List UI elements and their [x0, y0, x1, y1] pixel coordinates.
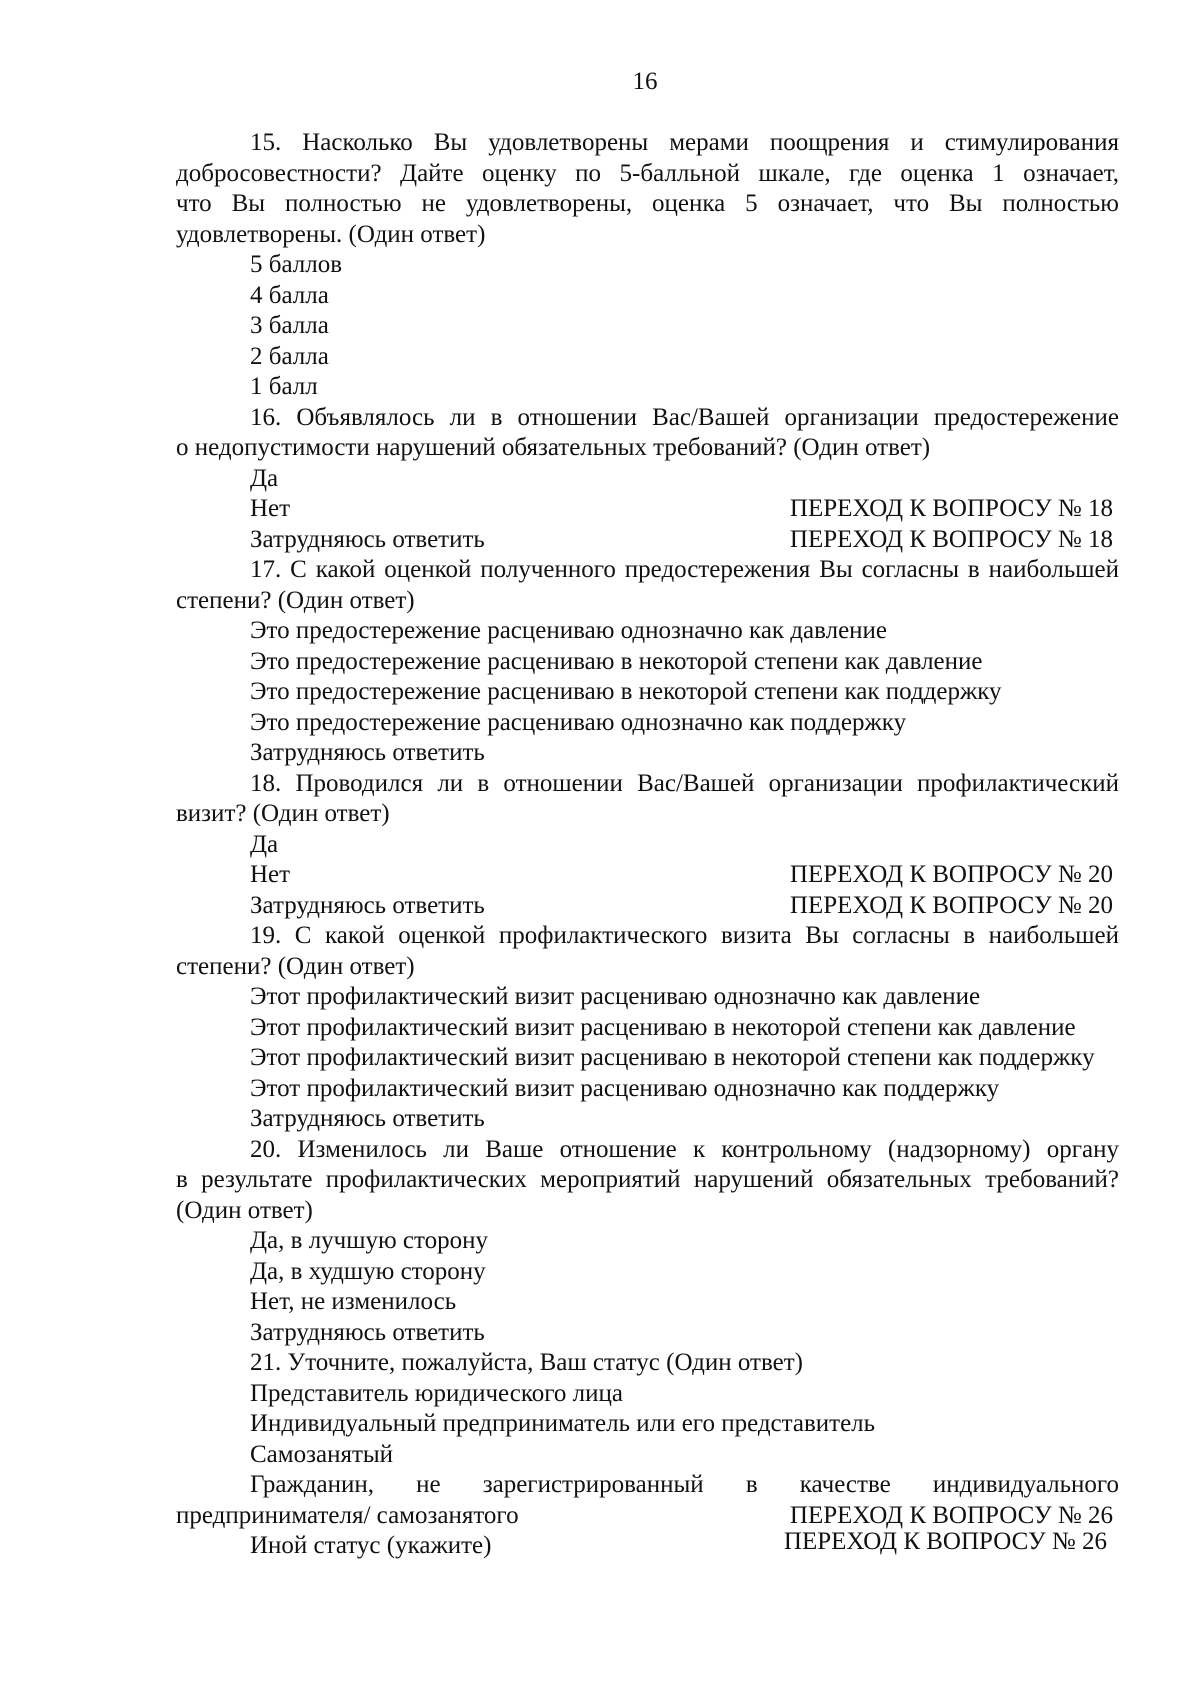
answer-option: 2 балла: [250, 342, 329, 370]
question-21: [176, 1348, 1119, 1562]
answer-option: 5 баллов: [250, 251, 343, 278]
skip-instruction: ПЕРЕХОД К ВОПРОСУ № 26: [789, 1501, 1113, 1529]
question-text-line: удовлетворены. (Один ответ): [176, 220, 486, 248]
answer-option: Представитель юридического лица: [250, 1379, 623, 1407]
answer-option: Этот профилактический визит расцениваю в некоторой степени как поддержку: [250, 1044, 1095, 1071]
question-text-line: степени? (Один ответ): [176, 952, 415, 980]
answer-option: Индивидуальный предприниматель или его представитель: [250, 1410, 876, 1437]
answer-option: Нет, не изменилось: [250, 1288, 457, 1315]
answer-option: предпринимателя/ самозанятого: [176, 1501, 519, 1529]
answer-option-row: [176, 860, 1119, 891]
answer-option: 1 балл: [250, 373, 318, 400]
question-text-line: что Вы полностью не удовлетворены, оценка 5 означает, что Вы полностью: [176, 190, 1119, 217]
answer-option: Затрудняюсь ответить: [250, 1318, 485, 1346]
question-text-line: в результате профилактических мероприятий нарушений обязательных требований?: [176, 1166, 1119, 1193]
question-text-line: 16. Объявлялось ли в отношении Вас/Вашей организации предостережение: [250, 403, 1119, 431]
skip-instruction: ПЕРЕХОД К ВОПРОСУ № 20: [789, 891, 1113, 919]
answer-option: Самозанятый: [250, 1440, 394, 1468]
question-text-line: 19. С какой оценкой профилактического визита Вы согласны в наибольшей: [250, 922, 1119, 949]
question-text-line: визит? (Один ответ): [176, 800, 390, 827]
answer-option: Нет: [250, 861, 291, 888]
question-text-line: о недопустимости нарушений обязательных требований? (Один ответ): [176, 434, 931, 461]
answer-option: Этот профилактический визит расцениваю однозначно как давление: [250, 983, 981, 1010]
answer-option: Да, в лучшую сторону: [250, 1227, 489, 1254]
answer-option-row: [176, 891, 1119, 922]
answer-option: Затрудняюсь ответить: [250, 739, 485, 766]
skip-instruction: ПЕРЕХОД К ВОПРОСУ № 26: [783, 1528, 1107, 1555]
question-text-line: 17. С какой оценкой полученного предостережения Вы согласны в наибольшей: [250, 556, 1119, 583]
answer-option: 3 балла: [250, 312, 329, 339]
answer-option: Затрудняюсь ответить: [250, 891, 485, 919]
answer-option-row: [176, 494, 1119, 525]
skip-instruction: ПЕРЕХОД К ВОПРОСУ № 18: [789, 525, 1113, 553]
answer-option: Нет: [250, 495, 291, 522]
answer-option: Иной статус (укажите): [250, 1532, 492, 1559]
answer-option: Это предостережение расцениваю однозначно как поддержку: [250, 708, 907, 736]
answer-option: Да, в худшую сторону: [250, 1257, 486, 1285]
question-text-line: 21. Уточните, пожалуйста, Ваш статус (Один ответ): [250, 1349, 803, 1376]
answer-option: Этот профилактический визит расцениваю однозначно как поддержку: [250, 1074, 1000, 1102]
question-17: [176, 555, 1119, 769]
answer-option: Затрудняюсь ответить: [250, 525, 485, 553]
question-text-line: (Один ответ): [176, 1196, 313, 1224]
answer-option: Это предостережение расцениваю однозначно как давление: [250, 617, 888, 644]
answer-option: Да: [250, 830, 279, 858]
question-20: [176, 1135, 1119, 1349]
answer-option: Гражданин, не зарегистрированный в качестве индивидуального: [250, 1471, 1119, 1498]
question-18: [176, 769, 1119, 922]
answer-option: Этот профилактический визит расцениваю в некоторой степени как давление: [250, 1013, 1076, 1041]
answer-option: Да: [250, 464, 279, 492]
skip-instruction: ПЕРЕХОД К ВОПРОСУ № 20: [789, 861, 1113, 888]
question-text-line: добросовестности? Дайте оценку по 5-балльной шкале, где оценка 1 означает,: [176, 159, 1119, 187]
question-15: [176, 128, 1119, 403]
answer-option: Это предостережение расцениваю в некоторой степени как давление: [250, 647, 983, 675]
skip-instruction: ПЕРЕХОД К ВОПРОСУ № 18: [789, 495, 1113, 522]
page-number: 16: [632, 68, 658, 95]
answer-option-row: [176, 525, 1119, 556]
question-text-line: 20. Изменилось ли Ваше отношение к контрольному (надзорному) органу: [250, 1135, 1119, 1163]
answer-option: Затрудняюсь ответить: [250, 1105, 485, 1132]
question-16: [176, 403, 1119, 556]
answer-option-row: [176, 1528, 1119, 1562]
answer-option: 4 балла: [250, 281, 329, 309]
question-text-line: степени? (Один ответ): [176, 586, 415, 614]
question-text-line: 15. Насколько Вы удовлетворены мерами поощрения и стимулирования: [250, 129, 1119, 156]
question-19: [176, 921, 1119, 1135]
answer-option: Это предостережение расцениваю в некоторой степени как поддержку: [250, 678, 1002, 705]
questionnaire-body: [176, 128, 1119, 1562]
question-text-line: 18. Проводился ли в отношении Вас/Вашей организации профилактический: [250, 769, 1119, 797]
